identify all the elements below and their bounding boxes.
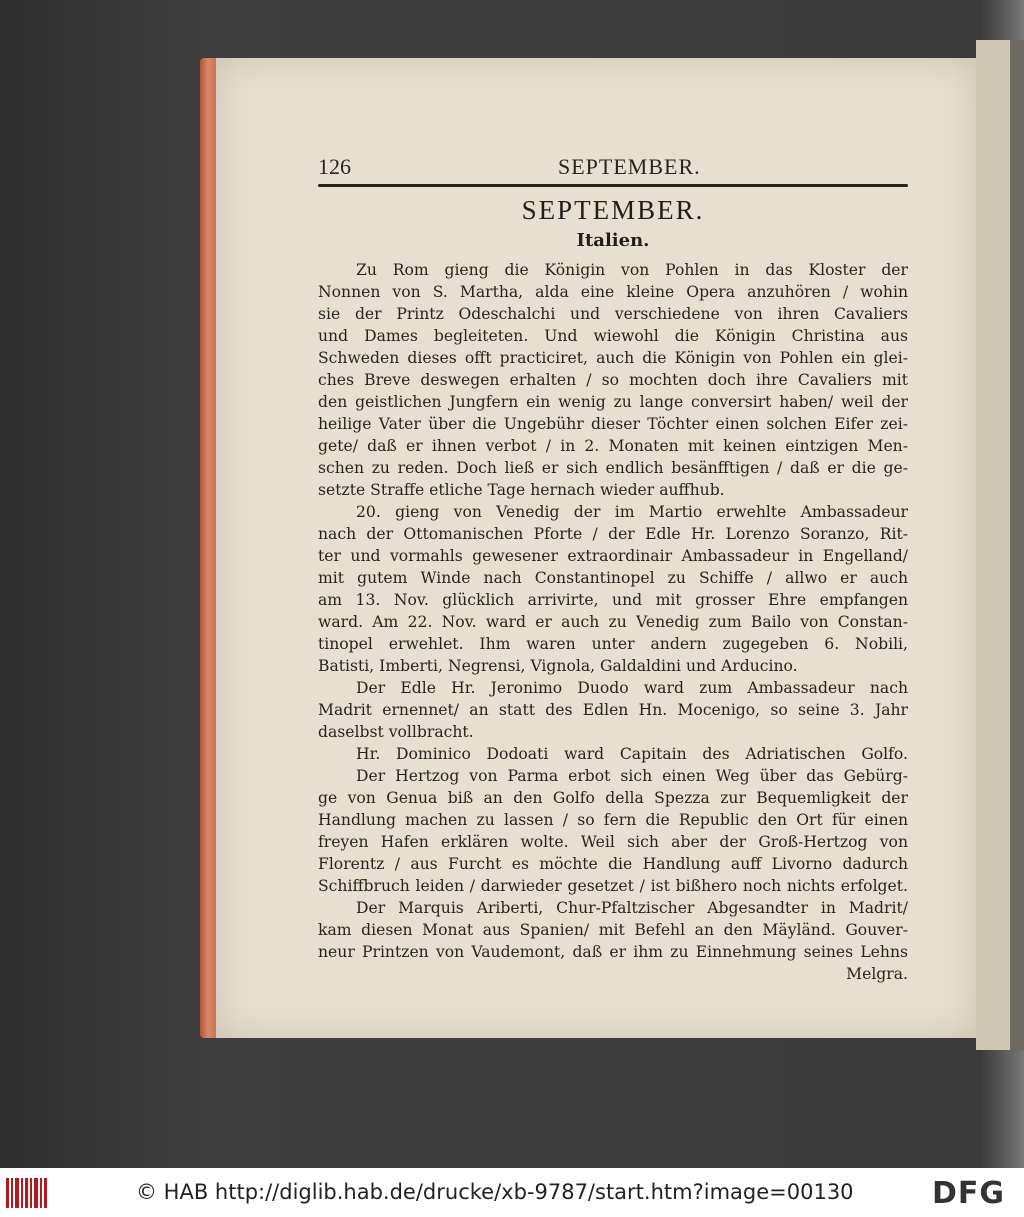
text-line: und Dames begleiteten. Und wiewohl die Königin Christina aus (318, 327, 908, 345)
text-line: 20. gieng von Venedig der im Martio erwehlte Ambassadeur (356, 503, 908, 521)
text-line: Florentz / aus Furcht es möchte die Handlung auff Livorno dadurch (318, 855, 908, 873)
copyright-link[interactable]: © HAB http://diglib.hab.de/drucke/xb-9787/start.htm?image=00130 (136, 1180, 854, 1204)
text-line: Hr. Dominico Dodoati ward Capitain des Adriatischen Golfo. (356, 745, 908, 763)
text-line: Handlung machen zu lassen / so fern die Republic den Ort für einen (318, 811, 908, 829)
scan-border (1010, 40, 1024, 1050)
text-line: Zu Rom gieng die Königin von Pohlen in das Kloster der (356, 261, 908, 279)
text-line: ter und vormahls gewesener extraordinair Ambassadeur in Engelland/ (318, 547, 908, 565)
header-rule (318, 184, 908, 187)
text-line: heilige Vater über die Ungebühr dieser Töchter einen solchen Eifer zei- (318, 415, 908, 433)
text-line: daselbst vollbracht. (318, 723, 474, 741)
barcode-icon (6, 1178, 48, 1208)
text-line: am 13. Nov. glücklich arrivirte, und mit grosser Ehre empfangen (318, 591, 908, 609)
text-line: Der Marquis Ariberti, Chur-Pfaltzischer Abgesandter in Madrit/ (356, 899, 908, 917)
text-line: Der Edle Hr. Jeronimo Duodo ward zum Ambassadeur nach (356, 679, 908, 697)
body-text (318, 259, 908, 985)
text-line: gete/ daß er ihnen verbot / in 2. Monaten mit keinen eintzigen Men- (318, 437, 908, 455)
page-number: 126 (318, 154, 351, 179)
chapter-title: SEPTEMBER. (521, 195, 705, 225)
text-line: freyen Hafen erklären wolte. Weil sich aber der Groß-Hertzog von (318, 833, 908, 851)
text-line: setzte Straffe etliche Tage hernach wieder auffhub. (318, 481, 725, 499)
text-line: Schweden dieses offt practiciret, auch die Königin von Pohlen ein glei- (318, 349, 908, 367)
dfg-logo: DFG (932, 1176, 1006, 1211)
text-line: mit gutem Winde nach Constantinopel zu Schiffe / allwo er auch (318, 569, 908, 587)
text-line: ward. Am 22. Nov. ward er auch zu Venedig zum Bailo von Constan- (318, 613, 908, 631)
text-line: Batisti, Imberti, Negrensi, Vignola, Galdaldini und Arducino. (318, 657, 798, 675)
text-line: kam diesen Monat aus Spanien/ mit Befehl an den Mäyländ. Gouver- (318, 921, 908, 939)
text-line: Schiffbruch leiden / darwieder gesetzet / ist bißhero noch nichts erfolget. (318, 877, 908, 895)
text-line: tinopel erwehlet. Ihm waren unter andern zugegeben 6. Nobili, (318, 635, 908, 653)
running-title: SEPTEMBER. (558, 154, 701, 179)
text-line: Melgra. (846, 965, 908, 983)
section-title: Italien. (576, 230, 650, 251)
text-line: neur Printzen von Vaudemont, daß er ihm zu Einnehmung seines Lehns (318, 943, 908, 961)
running-head (318, 154, 908, 182)
text-line: den geistlichen Jungfern ein wenig zu lange conversirt haben/ weil der (318, 393, 908, 411)
text-line: nach der Ottomanischen Pforte / der Edle Hr. Lorenzo Soranzo, Rit- (318, 525, 908, 543)
text-line: Nonnen von S. Martha, alda eine kleine Opera anzuhören / wohin (318, 283, 908, 301)
text-line: sie der Printz Odeschalchi und verschiedene von ihren Cavaliers (318, 305, 908, 323)
text-line: schen zu reden. Doch ließ er sich endlich besänfftigen / daß er die ge- (318, 459, 908, 477)
text-line: Der Hertzog von Parma erbot sich einen Weg über das Gebürg- (356, 767, 908, 785)
text-line: Madrit ernennet/ an statt des Edlen Hn. Mocenigo, so seine 3. Jahr (318, 701, 908, 719)
text-line: ches Breve deswegen erhalten / so mochten doch ihre Cavaliers mit (318, 371, 908, 389)
text-line: ge von Genua biß an den Golfo della Spezza zur Bequemligkeit der (318, 789, 908, 807)
footer-bar (0, 1168, 1024, 1217)
